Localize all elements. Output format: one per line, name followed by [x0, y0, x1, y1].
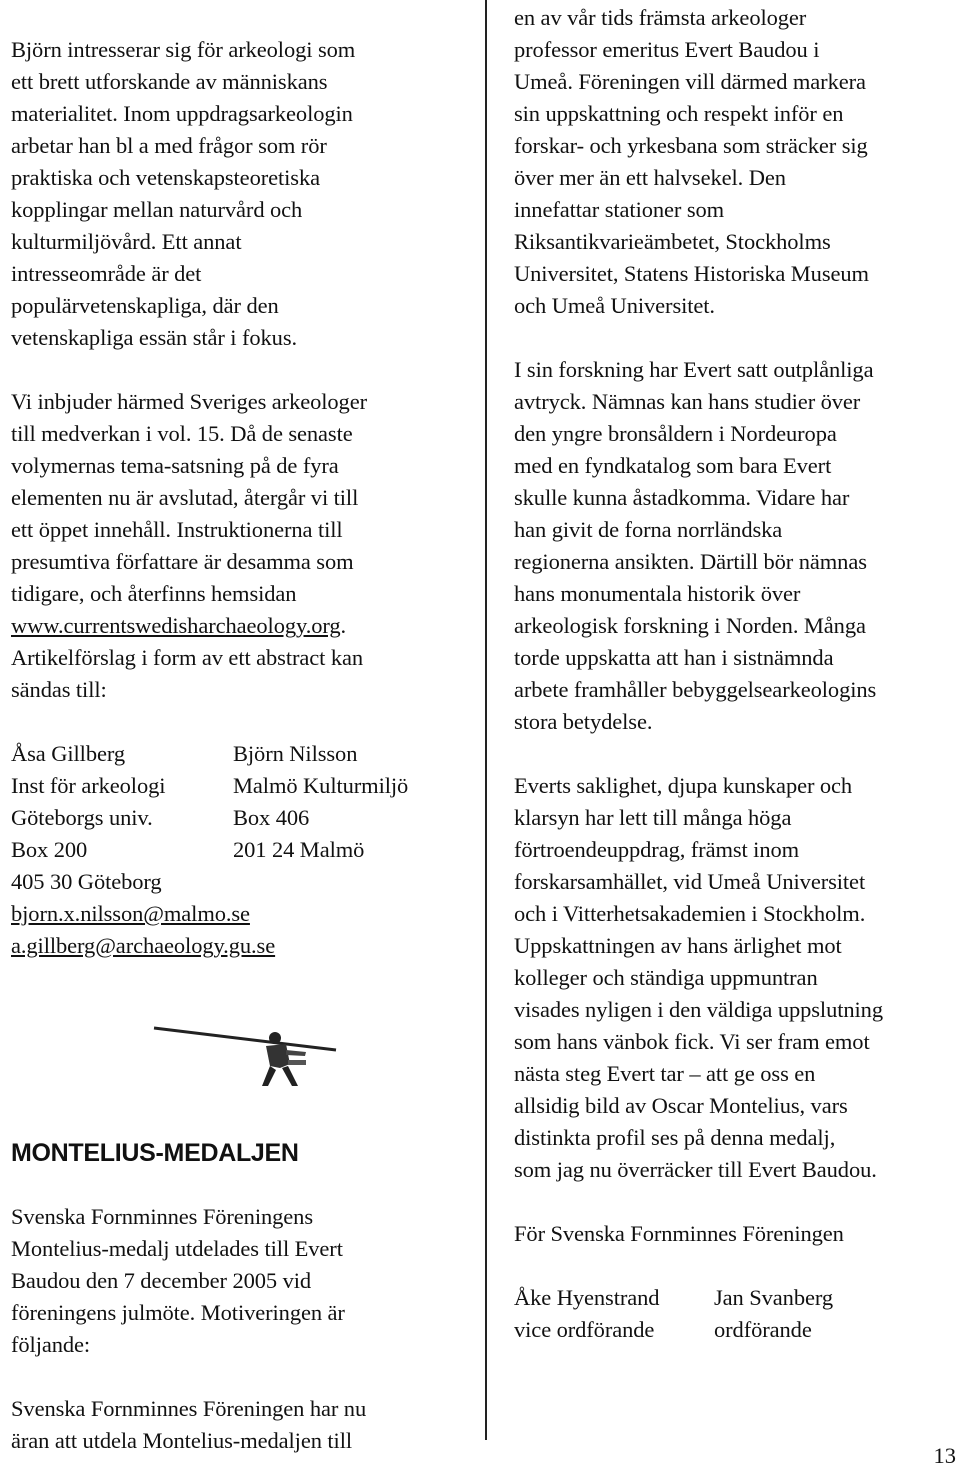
- text-line: materialitet. Inom uppdragsarkeologin: [11, 101, 353, 126]
- text-line: sändas till:: [11, 677, 107, 702]
- email-link-gillberg[interactable]: a.gillberg@archaeology.gu.se: [11, 933, 276, 958]
- paragraph-evert-career: [514, 2, 960, 322]
- text-line: vetenskapliga essän står i fokus.: [11, 325, 298, 350]
- signature-row: vice ordförande ordförande: [514, 1317, 812, 1342]
- text-line: Svenska Fornminnes Föreningens: [11, 1204, 313, 1229]
- paragraph-evert-research: [514, 354, 960, 738]
- address-block: [11, 738, 471, 962]
- website-link[interactable]: www.currentswedisharchaeology.org: [11, 613, 341, 638]
- page-number: 13: [933, 1443, 956, 1468]
- text-line: Svenska Fornminnes Föreningen har nu: [11, 1396, 367, 1421]
- text-line: Riksantikvarieämbetet, Stockholms: [514, 229, 831, 254]
- signature-row: Åke Hyenstrand Jan Svanberg: [514, 1285, 833, 1310]
- address-row: Inst för arkeologi Malmö Kulturmiljö: [11, 773, 409, 798]
- text-line: regionerna ansikten. Därtill bör nämnas: [514, 549, 867, 574]
- text-line: elementen nu är avslutad, återgår vi till: [11, 485, 359, 510]
- text-line: skulle kunna åstadkomma. Vidare har: [514, 485, 850, 510]
- text-line: Vi inbjuder härmed Sveriges arkeologer: [11, 389, 367, 414]
- archer-figure-icon: [150, 1020, 350, 1090]
- text-line: arbetar han bl a med frågor som rör: [11, 133, 327, 158]
- address-row: Göteborgs univ. Box 406: [11, 805, 310, 830]
- text-line: forskarsamhället, vid Umeå Universitet: [514, 869, 866, 894]
- address-city: 405 30 Göteborg: [11, 869, 162, 894]
- text-line: ett öppet innehåll. Instruktionerna till: [11, 517, 343, 542]
- text-line: hans monumentala historik över: [514, 581, 801, 606]
- text-line: volymernas tema-satsning på de fyra: [11, 453, 339, 478]
- text-line: tidigare, och återfinns hemsidan: [11, 581, 297, 606]
- text-line: distinkta profil ses på denna medalj,: [514, 1125, 836, 1150]
- text-line: Baudou den 7 december 2005 vid: [11, 1268, 312, 1293]
- text-line: över mer än ett halvsekel. Den: [514, 165, 786, 190]
- text-line: professor emeritus Evert Baudou i: [514, 37, 820, 62]
- text-line: föreningens julmöte. Motiveringen är: [11, 1300, 345, 1325]
- text-line: Everts saklighet, djupa kunskaper och: [514, 773, 853, 798]
- text-line: stora betydelse.: [514, 709, 653, 734]
- text-line: Universitet, Statens Historiska Museum: [514, 261, 869, 286]
- text-line: följande:: [11, 1332, 91, 1357]
- text-line: Björn intresserar sig för arkeologi som: [11, 37, 356, 62]
- text-line: intresseområde är det: [11, 261, 202, 286]
- left-column: [11, 0, 471, 1457]
- paragraph-medal-awarded: [11, 1201, 471, 1361]
- text-line: populärvetenskapliga, där den: [11, 293, 279, 318]
- text-line: den yngre bronsåldern i Nordeuropa: [514, 421, 837, 446]
- text-line: till medverkan i vol. 15. Då de senaste: [11, 421, 353, 446]
- text-line: och Umeå Universitet.: [514, 293, 715, 318]
- address-row: Box 200 201 24 Malmö: [11, 837, 365, 862]
- text-line: avtryck. Nämnas kan hans studier över: [514, 389, 861, 414]
- email-link-nilsson[interactable]: bjorn.x.nilsson@malmo.se: [11, 901, 250, 926]
- text-line: och i Vitterhetsakademien i Stockholm.: [514, 901, 866, 926]
- text-line: klarsyn har lett till många höga: [514, 805, 792, 830]
- text-line: I sin forskning har Evert satt outplånliga: [514, 357, 874, 382]
- paragraph-for-society: För Svenska Fornminnes Föreningen: [514, 1221, 844, 1246]
- text-line: nästa steg Evert tar – att ge oss en: [514, 1061, 816, 1086]
- text-line: Uppskattningen av hans ärlighet mot: [514, 933, 842, 958]
- text-line: en av vår tids främsta arkeologer: [514, 5, 807, 30]
- text-line: äran att utdela Montelius-medaljen till: [11, 1428, 352, 1453]
- signature-block: [514, 1282, 960, 1346]
- text-line: han givit de forna norrländska: [514, 517, 783, 542]
- column-divider: [485, 0, 487, 1440]
- text-line: kulturmiljövård. Ett annat: [11, 229, 242, 254]
- paragraph-evert-integrity: [514, 770, 960, 1186]
- address-row: Åsa Gillberg Björn Nilsson: [11, 741, 358, 766]
- text-line: förtroendeuppdrag, främst inom: [514, 837, 800, 862]
- text-line: torde uppskatta att han i sistnämnda: [514, 645, 834, 670]
- paragraph-bjorn-interest: [11, 34, 471, 354]
- text-line: Artikelförslag i form av ett abstract kan: [11, 645, 364, 670]
- text-line: som hans vänbok fick. Vi ser fram emot: [514, 1029, 870, 1054]
- text-line: kolleger och ständiga uppmuntran: [514, 965, 818, 990]
- text-line: praktiska och vetenskapsteoretiska: [11, 165, 320, 190]
- text-line: arbete framhåller bebyggelsearkeologins: [514, 677, 877, 702]
- text-line: innefattar stationer som: [514, 197, 725, 222]
- paragraph-website-line: www.currentswedisharchaeology.org.: [11, 613, 347, 638]
- text-line: forskar- och yrkesbana som sträcker sig: [514, 133, 868, 158]
- text-line: presumtiva författare är desamma som: [11, 549, 354, 574]
- right-column: [514, 0, 960, 1346]
- text-line: som jag nu överräcker till Evert Baudou.: [514, 1157, 877, 1182]
- section-heading-montelius: MONTELIUS-MEDALJEN: [11, 1139, 299, 1167]
- text-line: Montelius-medalj utdelades till Evert: [11, 1236, 343, 1261]
- paragraph-honour: [11, 1393, 471, 1457]
- paragraph-invitation: [11, 386, 471, 610]
- text-line: ett brett utforskande av människans: [11, 69, 328, 94]
- text-line: kopplingar mellan naturvård och: [11, 197, 303, 222]
- text-line: allsidig bild av Oscar Montelius, vars: [514, 1093, 848, 1118]
- text-line: sin uppskattning och respekt inför en: [514, 101, 844, 126]
- paragraph-abstract-submission: [11, 642, 471, 706]
- text-line: Umeå. Föreningen vill därmed markera: [514, 69, 866, 94]
- text-line: med en fyndkatalog som bara Evert: [514, 453, 832, 478]
- text-line: arkeologisk forskning i Norden. Många: [514, 613, 866, 638]
- text-line: visades nyligen i den väldiga uppslutning: [514, 997, 883, 1022]
